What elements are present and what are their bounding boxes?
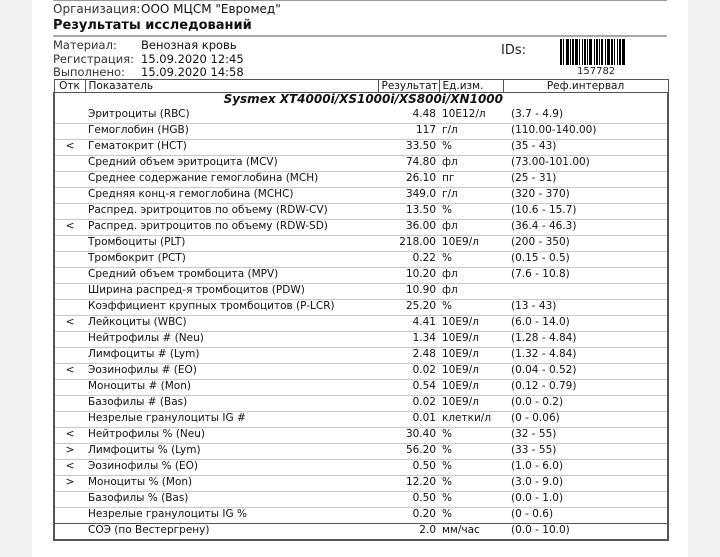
reference-interval: (0 - 0.06)	[503, 412, 668, 428]
table-row	[54, 188, 668, 204]
reference-interval: (0.04 - 0.52)	[503, 364, 668, 380]
result-value: 30.40	[378, 428, 439, 444]
result-flag	[54, 348, 85, 364]
barcode-icon	[560, 39, 642, 65]
parameter-name: Базофилы # (Bas)	[85, 396, 378, 412]
reference-interval: (32 - 55)	[503, 428, 668, 444]
result-unit: %	[439, 476, 503, 492]
parameter-name: Ширина распред-я тромбоцитов (PDW)	[85, 284, 378, 300]
parameter-name: Незрелые гранулоциты IG %	[85, 508, 378, 524]
reference-interval: (6.0 - 14.0)	[503, 316, 668, 332]
reference-interval: (13 - 43)	[503, 300, 668, 316]
parameter-name: Незрелые гранулоциты IG #	[85, 412, 378, 428]
parameter-name: Тромбоциты (PLT)	[85, 236, 378, 252]
table-row	[54, 316, 668, 332]
result-value: 0.54	[378, 380, 439, 396]
result-value: 26.10	[378, 172, 439, 188]
parameter-name: СОЭ (по Вестергрену)	[85, 524, 378, 541]
results-body	[54, 93, 668, 541]
table-row	[54, 508, 668, 524]
result-flag	[54, 156, 85, 172]
table-row	[54, 252, 668, 268]
table-row	[54, 396, 668, 412]
result-unit: 10E12/л	[439, 108, 503, 124]
result-unit: %	[439, 140, 503, 156]
reference-interval: (0.12 - 0.79)	[503, 380, 668, 396]
result-flag	[54, 124, 85, 140]
result-unit: фл	[439, 220, 503, 236]
table-row	[54, 108, 668, 124]
table-row	[54, 140, 668, 156]
result-unit: г/л	[439, 188, 503, 204]
result-flag: <	[54, 140, 85, 156]
reference-interval: (10.6 - 15.7)	[503, 204, 668, 220]
result-value: 4.48	[378, 108, 439, 124]
result-flag	[54, 492, 85, 508]
result-flag	[54, 268, 85, 284]
table-row	[54, 284, 668, 300]
result-value: 25.20	[378, 300, 439, 316]
result-unit: 10E9/л	[439, 332, 503, 348]
ids-label: IDs:	[501, 43, 526, 58]
table-row	[54, 444, 668, 460]
result-unit: мм/час	[439, 524, 503, 541]
table-row	[54, 428, 668, 444]
result-flag	[54, 332, 85, 348]
reference-interval: (3.7 - 4.9)	[503, 108, 668, 124]
result-value: 218.00	[378, 236, 439, 252]
device-row	[54, 93, 668, 109]
result-flag	[54, 380, 85, 396]
table-row	[54, 332, 668, 348]
organization-value: ООО МЦСМ "Евромед"	[141, 2, 281, 16]
reference-interval: (110.00-140.00)	[503, 124, 668, 140]
result-unit: %	[439, 460, 503, 476]
device-name: Sysmex XT4000i/XS1000i/XS800i/XN1000	[223, 92, 503, 106]
result-flag	[54, 524, 85, 541]
registration-value: 15.09.2020 12:45	[141, 51, 244, 66]
result-unit: %	[439, 300, 503, 316]
table-row	[54, 204, 668, 220]
result-value: 33.50	[378, 140, 439, 156]
parameter-name: Базофилы % (Bas)	[85, 492, 378, 508]
result-flag: <	[54, 428, 85, 444]
result-value: 2.0	[378, 524, 439, 541]
parameter-name: Эозинофилы # (EO)	[85, 364, 378, 380]
meta-block	[53, 39, 667, 79]
result-unit: 10E9/л	[439, 396, 503, 412]
result-value: 0.02	[378, 364, 439, 380]
table-row	[54, 268, 668, 284]
parameter-name: Моноциты # (Mon)	[85, 380, 378, 396]
result-flag	[54, 236, 85, 252]
table-row	[54, 460, 668, 476]
table-row	[54, 172, 668, 188]
table-header-row	[54, 80, 668, 93]
result-value: 2.48	[378, 348, 439, 364]
result-unit: %	[439, 492, 503, 508]
result-value: 0.50	[378, 460, 439, 476]
result-value: 0.22	[378, 252, 439, 268]
completed-row	[53, 66, 667, 80]
result-flag	[54, 252, 85, 268]
reference-interval: (25 - 31)	[503, 172, 668, 188]
result-value: 36.00	[378, 220, 439, 236]
parameter-name: Гематокрит (HCT)	[85, 140, 378, 156]
result-flag: <	[54, 364, 85, 380]
result-value: 56.20	[378, 444, 439, 460]
table-row	[54, 492, 668, 508]
table-row	[54, 412, 668, 428]
title-divider	[53, 35, 667, 37]
result-flag	[54, 204, 85, 220]
result-unit: %	[439, 508, 503, 524]
result-flag	[54, 284, 85, 300]
reference-interval: (0.0 - 10.0)	[503, 524, 668, 541]
result-unit: %	[439, 444, 503, 460]
result-value: 0.20	[378, 508, 439, 524]
result-flag	[54, 300, 85, 316]
column-header-result: Результат	[378, 80, 439, 93]
completed-value: 15.09.2020 14:58	[141, 65, 244, 79]
parameter-name: Моноциты % (Mon)	[85, 476, 378, 492]
reference-interval: (33 - 55)	[503, 444, 668, 460]
report-title: Результаты исследований	[53, 18, 252, 33]
parameter-name: Средний объем тромбоцита (MPV)	[85, 268, 378, 284]
reference-interval	[503, 284, 668, 300]
reference-interval: (35 - 43)	[503, 140, 668, 156]
result-unit: %	[439, 204, 503, 220]
table-row	[54, 348, 668, 364]
result-value: 117	[378, 124, 439, 140]
barcode-number: 157782	[577, 66, 616, 77]
parameter-name: Лейкоциты (WBC)	[85, 316, 378, 332]
column-header-parameter: Показатель	[85, 80, 378, 93]
result-flag	[54, 508, 85, 524]
column-header-flag: Отк	[54, 80, 85, 93]
result-value: 74.80	[378, 156, 439, 172]
reference-interval: (1.0 - 6.0)	[503, 460, 668, 476]
material-label: Материал:	[53, 38, 117, 52]
result-flag	[54, 188, 85, 204]
parameter-name: Средний объем эритроцита (MCV)	[85, 156, 378, 172]
reference-interval: (7.6 - 10.8)	[503, 268, 668, 284]
reference-interval: (320 - 370)	[503, 188, 668, 204]
result-value: 0.50	[378, 492, 439, 508]
parameter-name: Тромбокрит (PCT)	[85, 252, 378, 268]
parameter-name: Среднее содержание гемоглобина (MCH)	[85, 172, 378, 188]
completed-label: Выполнено:	[53, 65, 125, 79]
table-row	[54, 124, 668, 140]
result-flag: <	[54, 316, 85, 332]
result-value: 349.0	[378, 188, 439, 204]
result-flag: >	[54, 444, 85, 460]
reference-interval: (0.0 - 0.2)	[503, 396, 668, 412]
parameter-name: Распред. эритроцитов по объему (RDW-SD)	[85, 220, 378, 236]
result-flag: <	[54, 460, 85, 476]
result-flag	[54, 108, 85, 124]
result-unit: %	[439, 252, 503, 268]
parameter-name: Лимфоциты % (Lym)	[85, 444, 378, 460]
table-row	[54, 364, 668, 380]
result-value: 0.02	[378, 396, 439, 412]
reference-interval: (0.0 - 1.0)	[503, 492, 668, 508]
organization-row	[53, 2, 667, 17]
result-unit: фл	[439, 284, 503, 300]
table-row	[54, 476, 668, 492]
result-value: 4.41	[378, 316, 439, 332]
table-row	[54, 220, 668, 236]
table-row	[54, 380, 668, 396]
parameter-name: Эозинофилы % (EO)	[85, 460, 378, 476]
reference-interval: (0.15 - 0.5)	[503, 252, 668, 268]
parameter-name: Нейтрофилы % (Neu)	[85, 428, 378, 444]
result-flag	[54, 412, 85, 428]
parameter-name: Коэффициент крупных тромбоцитов (P-LCR)	[85, 300, 378, 316]
table-row	[54, 300, 668, 316]
result-unit: пг	[439, 172, 503, 188]
result-unit: 10E9/л	[439, 348, 503, 364]
parameter-name: Лимфоциты # (Lym)	[85, 348, 378, 364]
result-unit: 10E9/л	[439, 364, 503, 380]
column-header-unit: Ед.изм.	[439, 80, 503, 93]
table-row	[54, 236, 668, 252]
parameter-name: Средняя конц-я гемоглобина (MCHC)	[85, 188, 378, 204]
result-value: 10.90	[378, 284, 439, 300]
result-unit: клетки/л	[439, 412, 503, 428]
result-flag: >	[54, 476, 85, 492]
result-value: 12.20	[378, 476, 439, 492]
result-unit: 10E9/л	[439, 316, 503, 332]
result-unit: фл	[439, 268, 503, 284]
report-page	[32, 0, 688, 557]
parameter-name: Эритроциты (RBC)	[85, 108, 378, 124]
results-table	[53, 79, 669, 541]
reference-interval: (3.0 - 9.0)	[503, 476, 668, 492]
column-header-reference: Реф.интервал	[503, 80, 668, 93]
result-flag: <	[54, 220, 85, 236]
result-value: 0.01	[378, 412, 439, 428]
reference-interval: (1.32 - 4.84)	[503, 348, 668, 364]
parameter-name: Распред. эритроцитов по объему (RDW-CV)	[85, 204, 378, 220]
result-flag	[54, 172, 85, 188]
report-content	[53, 0, 667, 541]
result-unit: г/л	[439, 124, 503, 140]
reference-interval: (36.4 - 46.3)	[503, 220, 668, 236]
top-divider	[53, 0, 667, 1]
result-value: 10.20	[378, 268, 439, 284]
reference-interval: (200 - 350)	[503, 236, 668, 252]
organization-label: Организация:	[53, 2, 141, 16]
table-row-esr	[54, 524, 668, 541]
table-row	[54, 156, 668, 172]
result-unit: фл	[439, 156, 503, 172]
parameter-name: Нейтрофилы # (Neu)	[85, 332, 378, 348]
reference-interval: (73.00-101.00)	[503, 156, 668, 172]
parameter-name: Гемоглобин (HGB)	[85, 124, 378, 140]
reference-interval: (0 - 0.6)	[503, 508, 668, 524]
result-unit: %	[439, 428, 503, 444]
result-value: 1.34	[378, 332, 439, 348]
result-unit: 10E9/л	[439, 380, 503, 396]
result-flag	[54, 396, 85, 412]
result-value: 13.50	[378, 204, 439, 220]
material-value: Венозная кровь	[141, 38, 237, 52]
reference-interval: (1.28 - 4.84)	[503, 332, 668, 348]
registration-label: Регистрация:	[53, 51, 134, 66]
result-unit: 10E9/л	[439, 236, 503, 252]
